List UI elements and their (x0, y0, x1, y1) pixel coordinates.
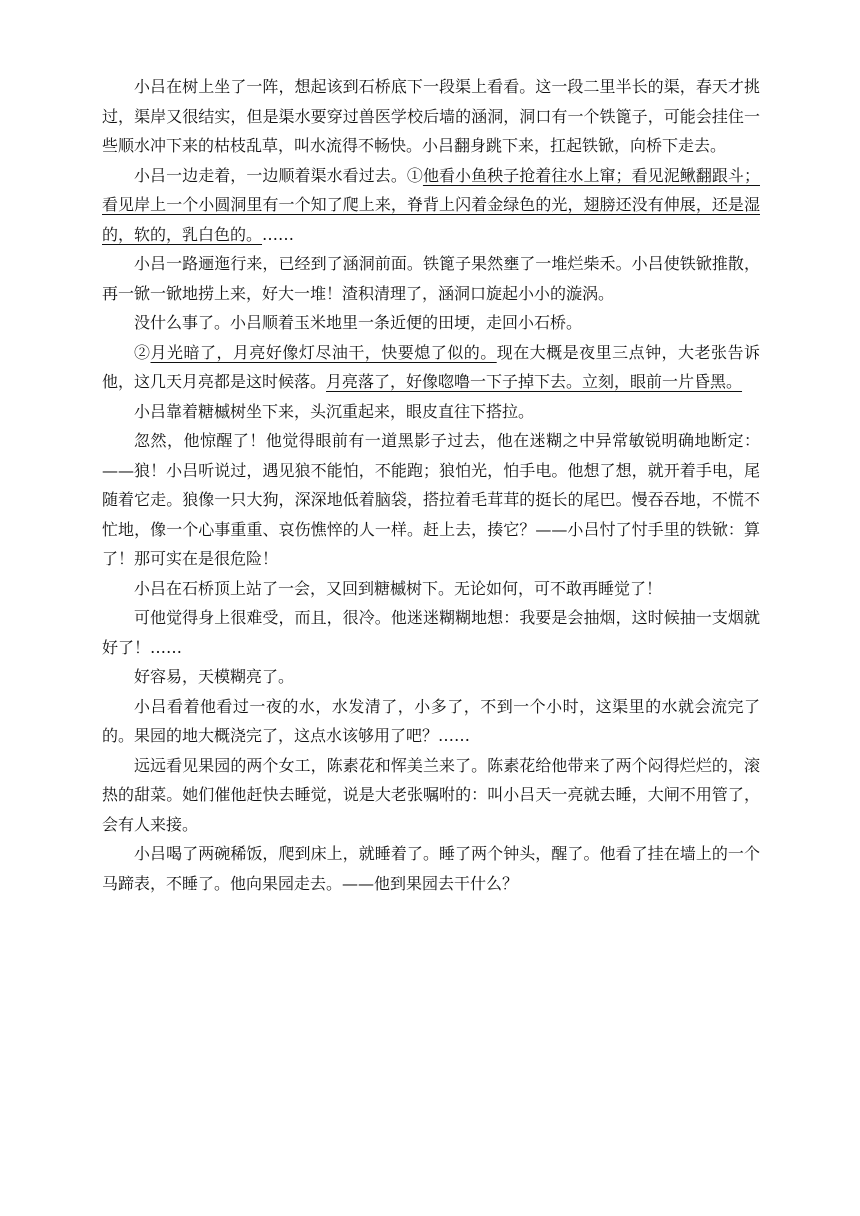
text-segment: 小吕在石桥顶上站了一会，又回到糖槭树下。无论如何，可不敢再睡觉了！ (134, 578, 663, 598)
paragraph (102, 692, 760, 751)
text-segment: 好容易，天模糊亮了。 (134, 667, 295, 686)
text-segment: 没什么事了。小吕顺着玉米地里一条近便的田埂，走回小石桥。 (134, 313, 583, 332)
text-segment: 小吕一路逦迤行来，已经到了涵洞前面。铁篦子果然壅了一堆烂柴禾。小吕使铁锨推散，再一锨一锨地捞上来，好大一堆！渣积清理了，涵洞口旋起小小的漩涡。 (102, 254, 760, 303)
paragraph (102, 338, 760, 397)
paragraph (102, 426, 760, 574)
paragraph (102, 574, 760, 604)
text-segment: 现在大概是夜里三点钟，大老张告诉他，这几天月亮都是这时候落。 (102, 342, 760, 391)
paragraph (102, 72, 760, 161)
text-segment: 小吕看着他看过一夜的水，水发清了，小多了，不到一个小时，这渠里的水就会流完了的。果园的地大概浇完了，这点水该够用了吧？…… (102, 696, 760, 745)
paragraph (102, 249, 760, 308)
underlined-sentence: 月光暗了，月亮好像灯尽油干，快要熄了似的。 (150, 342, 497, 362)
text-segment: …… (262, 224, 295, 244)
text-segment: 远远看见果园的两个女工，陈素花和恽美兰来了。陈素花给他带来了两个闷得烂烂的，滚热的甜菜。她们催他赶快去睡觉，说是大老张嘱咐的：叫小吕天一亮就去睡，大闸不用管了，会有人来接。 (102, 755, 760, 834)
paragraph (102, 751, 760, 840)
text-segment: 小吕靠着糖槭树坐下来，头沉重起来，眼皮直往下搭拉。 (134, 401, 535, 421)
text-segment: 忽然，他惊醒了！他觉得眼前有一道黑影子过去，他在迷糊之中异常敏锐明确地断定：——狼！小吕听说过，遇见狼不能怕，不能跑；狼怕光，怕手电。他想了想，就开着手电，尾随着它走。狼像一只大狗，深深地低着脑袋，搭拉着毛茸茸的挺长的尾巴。慢吞吞地，不慌不忙地，像一个心事重重、哀伤憔悴的人一样。赶上去，揍它？——小吕忖了忖手里的铁锨：算了！那可实在是很危险！ (102, 431, 760, 568)
underlined-sentence: 月亮落了，好像唿噜一下子掉下去。立刻，眼前一片昏黑。 (326, 372, 743, 391)
paragraph (102, 161, 760, 250)
text-segment: 可他觉得身上很难受，而且，很冷。他迷迷糊糊地想：我要是会抽烟，这时候抽一支烟就好了！…… (102, 608, 760, 657)
paragraph (102, 603, 760, 662)
text-segment: 小吕一边走着，一边顺着渠水看过去。① (134, 165, 423, 185)
text-segment: 小吕在树上坐了一阵，想起该到石桥底下一段渠上看看。这一段二里半长的渠，春天才挑过，渠岸又很结实，但是渠水要穿过兽医学校后墙的涵洞，洞口有一个铁篦子，可能会挂住一些顺水冲下来的枯枝乱草，叫水流得不畅快。小吕翻身跳下来，扛起铁锨，向桥下走去。 (102, 77, 760, 155)
paragraph (102, 662, 760, 692)
paragraph (102, 308, 760, 338)
paragraph (102, 839, 760, 898)
text-segment: 小吕喝了两碗稀饭，爬到床上，就睡着了。睡了两个钟头，醒了。他看了挂在墙上的一个马蹄表，不睡了。他向果园走去。——他到果园去干什么？ (102, 844, 760, 893)
paragraph (102, 397, 760, 427)
text-body (102, 72, 760, 898)
text-segment: ② (134, 342, 151, 362)
underlined-sentence: 他看小鱼秧子抢着往水上窜；看见泥鳅翻跟斗；看见岸上一个小圆洞里有一个知了爬上来，脊背上闪着金绿色的光，翅膀还没有伸展，还是湿的，软的，乳白色的。 (102, 165, 760, 244)
